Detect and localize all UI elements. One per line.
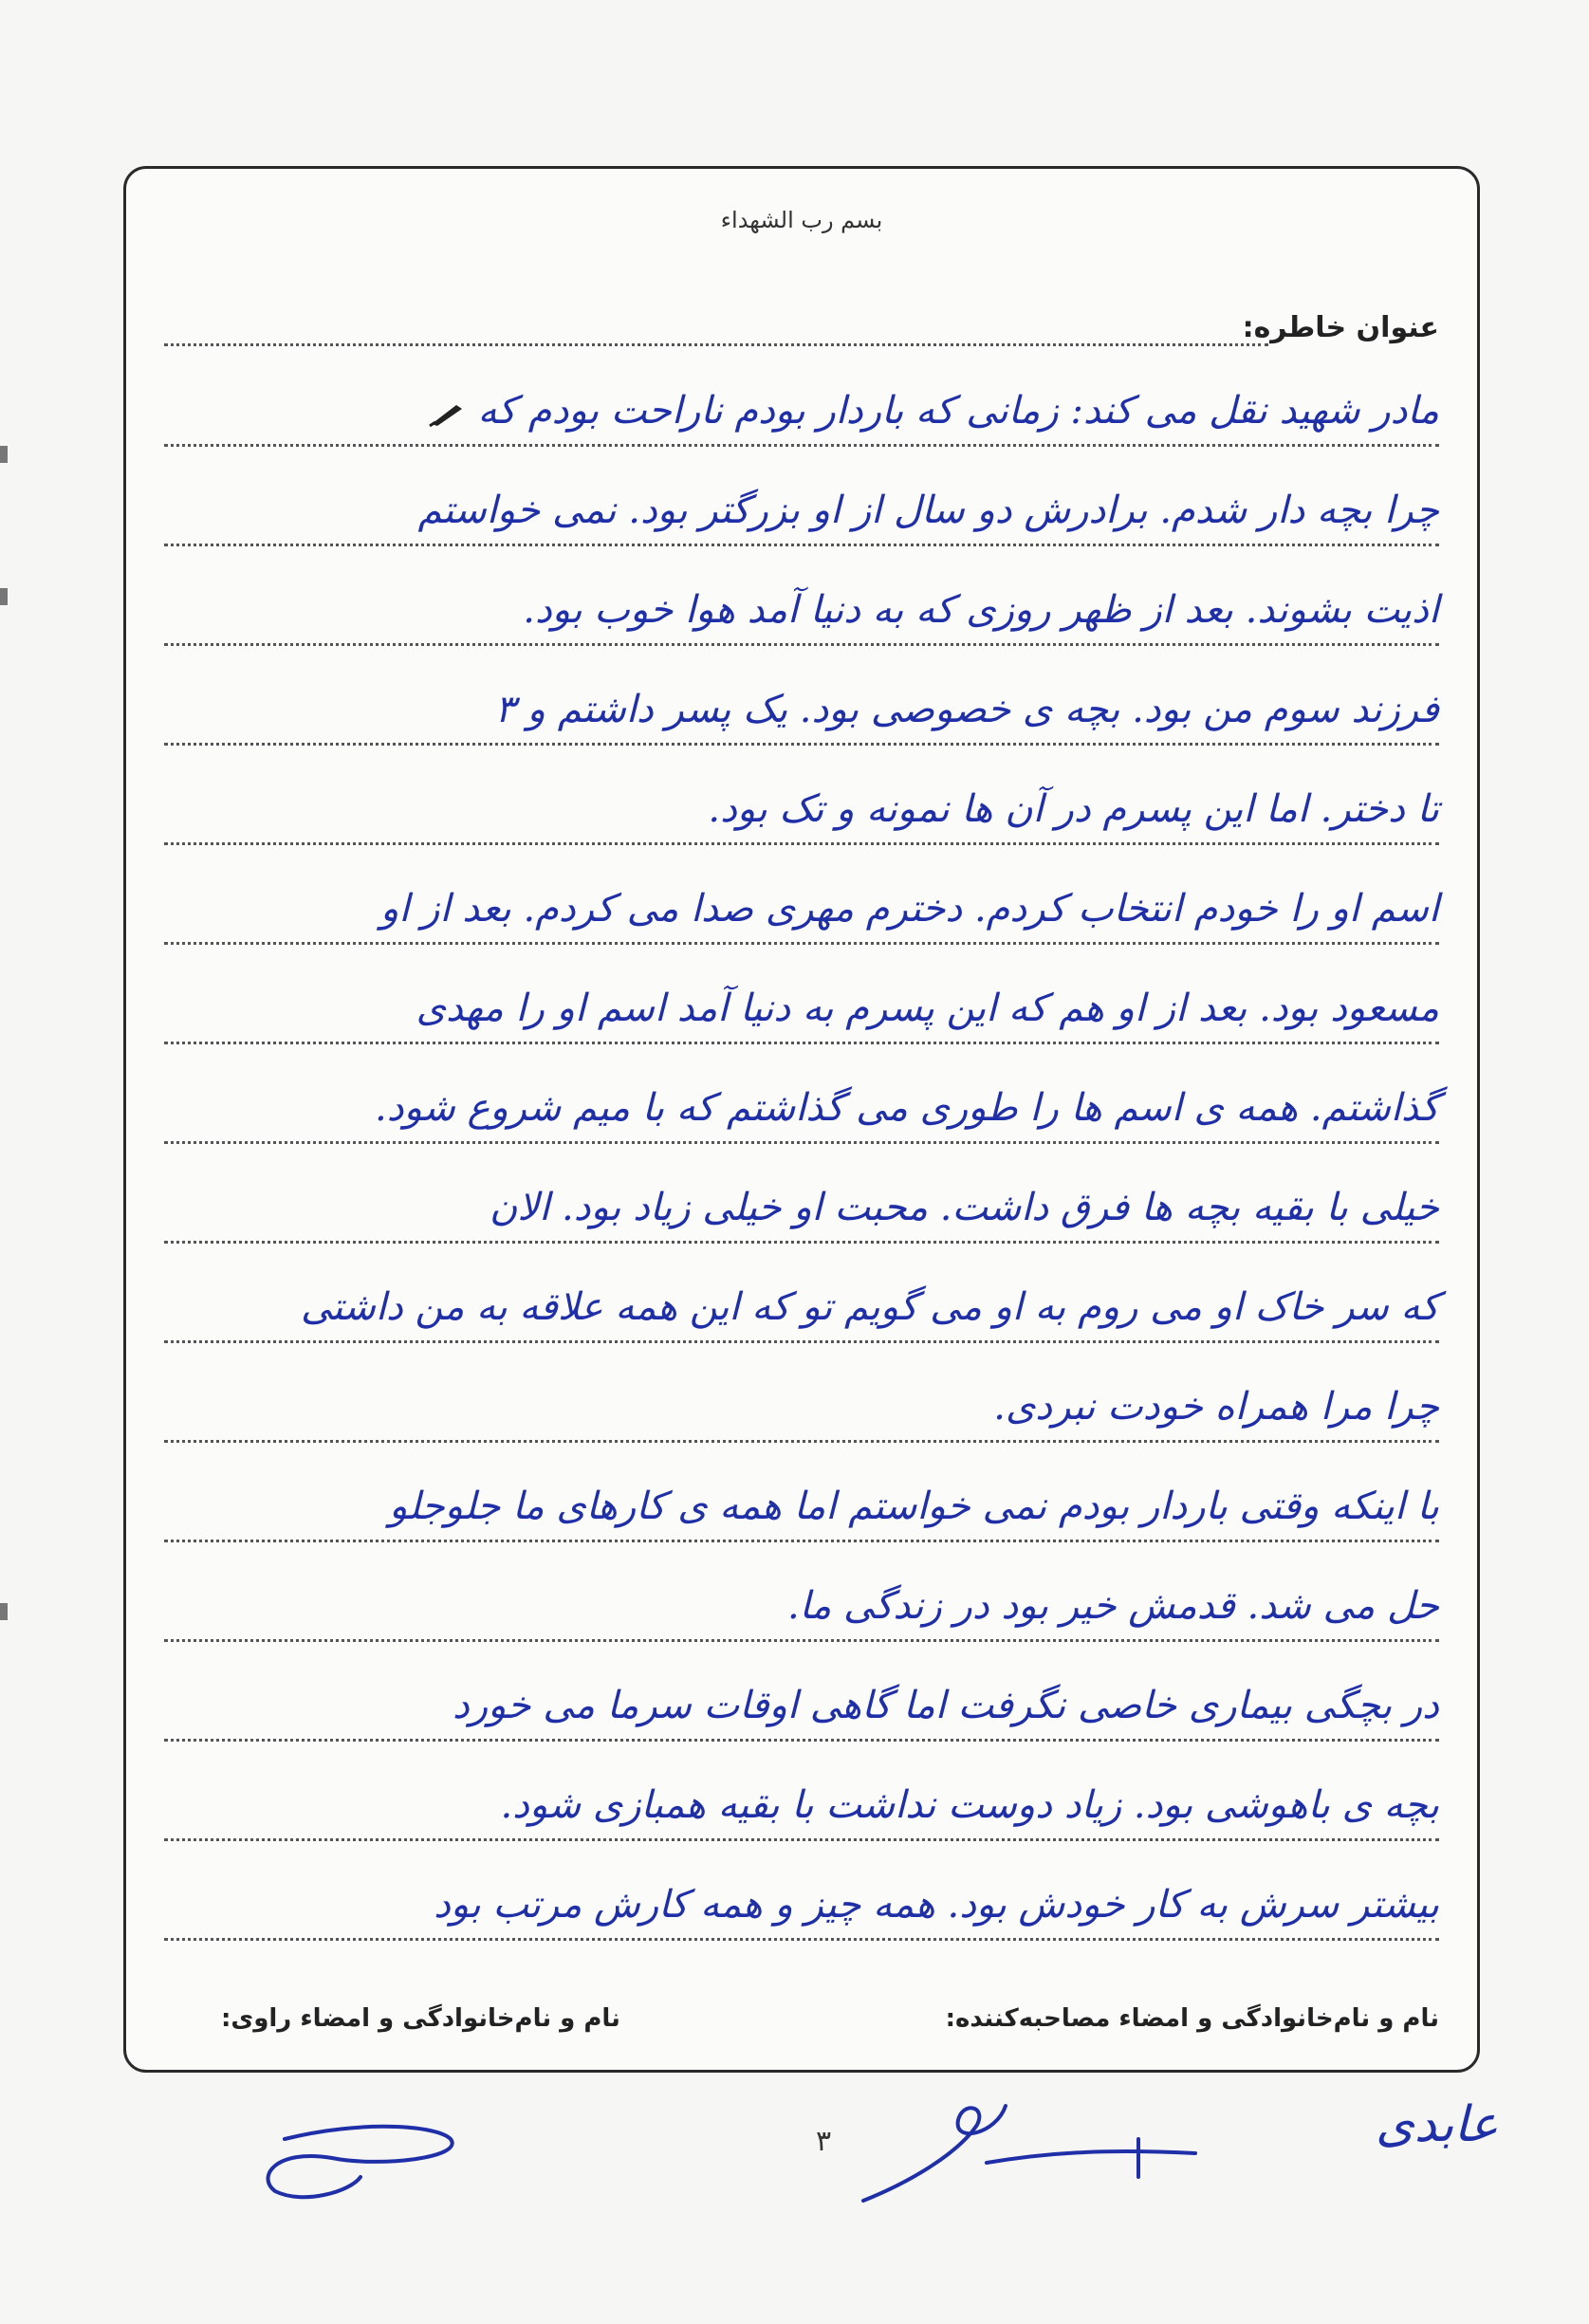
topic-row [164, 311, 1439, 349]
memoir-line: اسم او را خودم انتخاب کردم. دخترم مهری صدا می کردم. بعد از او [380, 887, 1439, 931]
memoir-line [174, 389, 1439, 446]
narrator-label: نام و نام‌خانوادگی و امضاء راوی: [221, 2004, 620, 2033]
binding-mark [0, 446, 8, 463]
page-header-bismillah: بسم رب الشهداء [720, 207, 883, 233]
binding-mark [0, 588, 8, 605]
narrator-signature [247, 2101, 465, 2205]
signature-labels-row [164, 2004, 1439, 2042]
memoir-line: بچه ی باهوشی بود. زیاد دوست نداشت با بقیه همبازی شود. [500, 1783, 1439, 1827]
memoir-line: با اینکه وقتی باردار بودم نمی خواستم اما همه ی کارهای ما جلوجلو [389, 1485, 1439, 1528]
interviewer-name-handwritten: عابدی [1376, 2096, 1499, 2153]
memoir-form-frame [123, 166, 1480, 2073]
memoir-line: که سر خاک او می روم به او می گویم تو که این همه علاقه به من داشتی [300, 1285, 1439, 1329]
memoir-line: تا دختر. اما این پسرم در آن ها نمونه و تک بود. [708, 787, 1439, 831]
memoir-line: خیلی با بقیه بچه ها فرق داشت. محبت او خیلی زیاد بود. الان [490, 1186, 1439, 1229]
memoir-line: مسعود بود. بعد از او هم که این پسرم به دنیا آمد اسم او را مهدی [416, 987, 1439, 1030]
page-number: ۳ [816, 2125, 832, 2158]
topic-label: عنوان خاطره: [1242, 311, 1439, 344]
interviewer-signature [854, 2087, 1214, 2210]
interviewer-label: نام و نام‌خانوادگی و امضاء مصاحبه‌کننده: [945, 2004, 1439, 2033]
memoir-line: اذیت بشوند. بعد از ظهر روزی که به دنیا آمد هوا خوب بود. [523, 588, 1439, 632]
memoir-line: در بچگی بیماری خاصی نگرفت اما گاهی اوقات سرما می خورد [453, 1684, 1439, 1727]
pen-icon [428, 399, 466, 428]
binding-mark [0, 1603, 8, 1620]
memoir-line-text: مادر شهید نقل می کند: زمانی که باردار بودم ناراحت بودم که [477, 389, 1439, 433]
memoir-line: چرا بچه دار شدم. برادرش دو سال از او بزرگتر بود. نمی خواستم [417, 489, 1439, 532]
memoir-line: گذاشتم. همه ی اسم ها را طوری می گذاشتم که با میم شروع شود. [375, 1086, 1439, 1130]
memoir-line: چرا مرا همراه خودت نبردی. [993, 1385, 1439, 1429]
memoir-line: بیشتر سرش به کار خودش بود. همه چیز و همه کارش مرتب بود [434, 1883, 1439, 1927]
memoir-line: فرزند سوم من بود. بچه ی خصوصی بود. یک پسر داشتم و ۳ [494, 688, 1439, 731]
memoir-line: حل می شد. قدمش خیر بود در زندگی ما. [786, 1584, 1439, 1628]
topic-dotted-line [164, 343, 1268, 346]
